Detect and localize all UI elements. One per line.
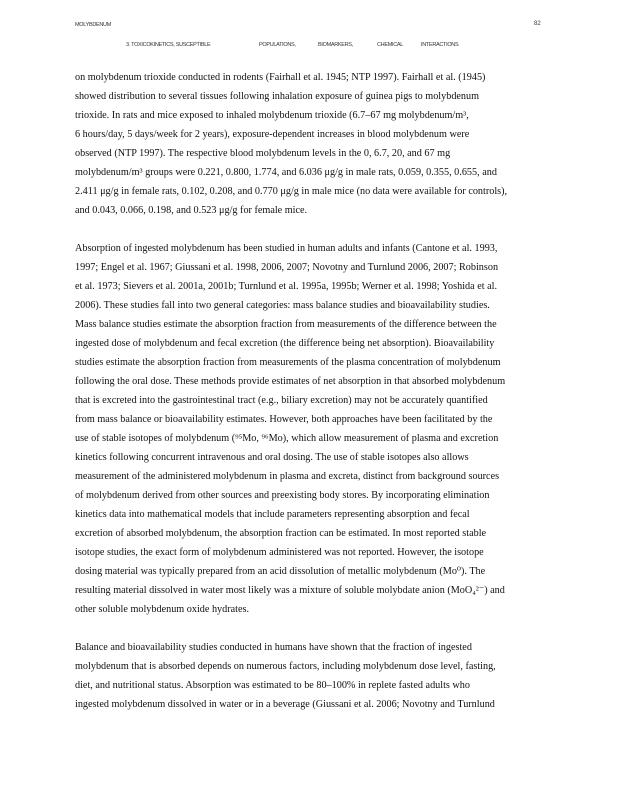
text-line: 6 hours/day, 5 days/week for 2 years), exposure-dependent increases in blood molybdenum were: [75, 129, 470, 140]
text-line: isotope studies, the exact form of molybdenum administered was not reported. However, the isotope: [75, 547, 484, 558]
text-line: showed distribution to several tissues following inhalation exposure of guinea pigs to molybdenum: [75, 91, 480, 102]
text-line: kinetics data into mathematical models that include parameters representing absorption and fecal: [75, 509, 470, 520]
chapter-populations: POPULATIONS,: [259, 42, 296, 48]
text-line: Mass balance studies estimate the absorption fraction from measurements of the difference between the: [75, 319, 497, 330]
text-line: Absorption of ingested molybdenum has been studied in human adults and infants (Cantone et al. 1993,: [75, 243, 498, 254]
text-line: molybdenum/m³ groups were 0.221, 0.800, 1.774, and 6.036 μg/g in male rats, 0.059, 0.355, 0.655, and: [75, 167, 497, 178]
text-line: excretion of absorbed molybdenum, the absorption fraction can be estimated. In most reported stable: [75, 528, 487, 539]
document-body: [75, 68, 567, 714]
text-line: 2006). These studies fall into two general categories: mass balance studies and bioavailability studies.: [75, 300, 490, 311]
text-line: of molybdenum derived from other sources and preexisting body stores. By incorporating elimination: [75, 490, 490, 501]
text-line: et al. 1973; Sievers et al. 2001a, 2001b; Turnlund et al. 1995a, 1995b; Werner et al. 1998; Yoshida et al.: [75, 281, 497, 292]
text-line: trioxide. In rats and mice exposed to inhaled molybdenum trioxide (6.7–67 mg molybdenum/m³,: [75, 110, 469, 121]
text-line: other soluble molybdenum oxide hydrates.: [75, 604, 250, 615]
paragraph-2: [75, 239, 567, 619]
text-line: resulting material dissolved in water most likely was a mixture of soluble molybdate anion (MoO₄²⁻) and: [75, 585, 505, 596]
text-line: molybdenum that is absorbed depends on numerous factors, including molybdenum dose level, fasting,: [75, 661, 496, 672]
text-line: on molybdenum trioxide conducted in rodents (Fairhall et al. 1945; NTP 1997). Fairhall et al. (1945): [75, 72, 486, 83]
text-line: 1997; Engel et al. 1967; Giussani et al. 1998, 2006, 2007; Novotny and Turnlund 2006, 2007; Robinson: [75, 262, 499, 273]
chapter-title: 3. TOXICOKINETICS, SUSCEPTIBLE: [126, 42, 211, 48]
text-line: ingested dose of molybdenum and fecal excretion (the difference being net absorption). Bioavailability: [75, 338, 495, 349]
chapter-chemical: CHEMICAL: [377, 42, 404, 48]
text-line: 2.411 μg/g in female rats, 0.102, 0.208, and 0.770 μg/g in male mice (no data were available for controls),: [75, 186, 508, 197]
text-line: studies estimate the absorption fraction from measurements of the plasma concentration of molybdenum: [75, 357, 501, 368]
text-line: use of stable isotopes of molybdenum (⁹⁵Mo, ⁹⁶Mo), which allow measurement of plasma and excretion: [75, 433, 499, 444]
paragraph-gap: [75, 619, 567, 638]
page-number: 82: [534, 21, 541, 27]
text-line: Balance and bioavailability studies conducted in humans have shown that the fraction of ingested: [75, 642, 472, 653]
text-line: kinetics following concurrent intravenous and oral dosing. The use of stable isotopes also allows: [75, 452, 469, 463]
text-line: and 0.043, 0.066, 0.198, and 0.523 μg/g for female mice.: [75, 205, 308, 216]
text-line: from mass balance or bioavailability estimates. However, both approaches have been facilitated by the: [75, 414, 493, 425]
paragraph-3: [75, 638, 567, 714]
text-line: following the oral dose. These methods provide estimates of net absorption in that absorbed molybdenum: [75, 376, 506, 387]
paragraph-1: [75, 68, 567, 220]
chapter-biomarkers: BIOMARKERS,: [318, 42, 353, 48]
text-line: observed (NTP 1997). The respective blood molybdenum levels in the 0, 6.7, 20, and 67 mg: [75, 148, 451, 159]
text-line: ingested molybdenum dissolved in water or in a beverage (Giussani et al. 2006; Novotny and Turnlund: [75, 699, 495, 710]
running-header-title: MOLYBDENUM: [75, 22, 112, 28]
chapter-header: [0, 42, 618, 52]
text-line: diet, and nutritional status. Absorption was estimated to be 80–100% in replete fasted adults who: [75, 680, 470, 691]
text-line: dosing material was typically prepared from an acid dissolution of metallic molybdenum (Mo⁰). The: [75, 566, 486, 577]
text-line: measurement of the administered molybdenum in plasma and excreta, distinct from background sources: [75, 471, 500, 482]
chapter-interactions: INTERACTIONS: [421, 42, 459, 48]
text-line: that is excreted into the gastrointestinal tract (e.g., biliary excretion) may not be accurately quantified: [75, 395, 488, 406]
paragraph-gap: [75, 220, 567, 239]
